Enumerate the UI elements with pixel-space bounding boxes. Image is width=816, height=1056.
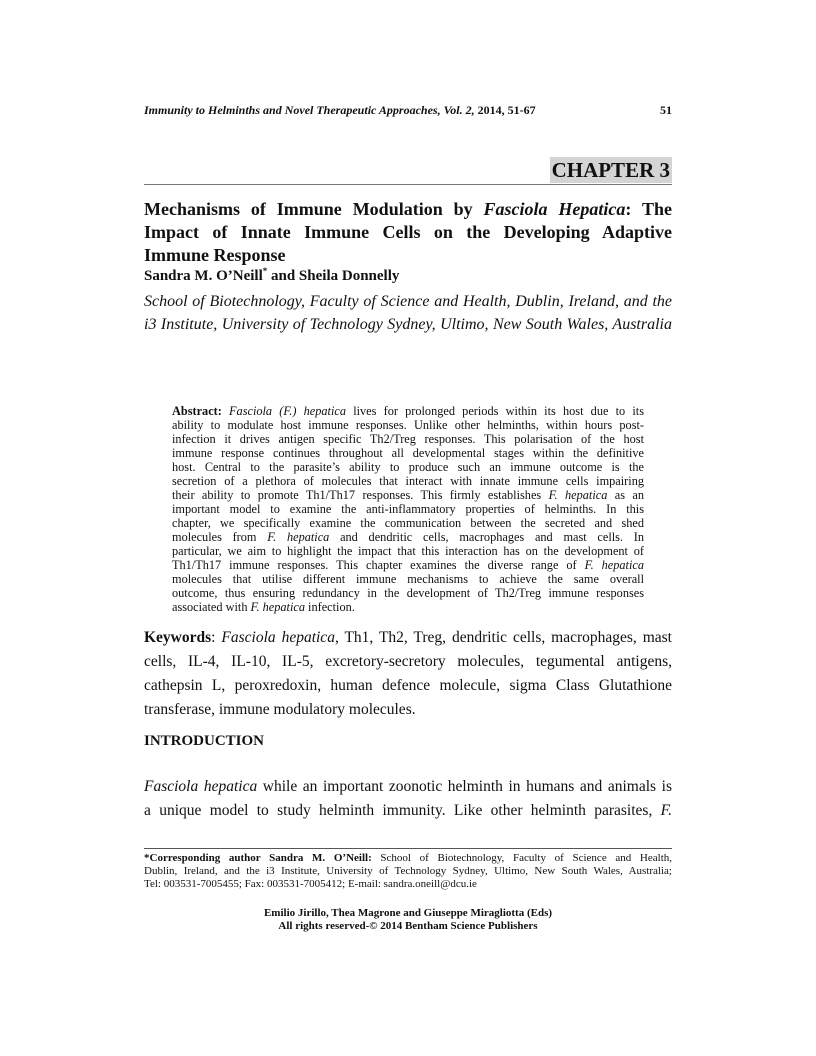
- text-line: [172, 474, 644, 488]
- text-span: and dendritic cells, macrophages and mast cells. In: [329, 530, 645, 544]
- text-line: [172, 586, 644, 600]
- text-span: Immune Response: [144, 245, 286, 265]
- bold-text: Abstract:: [172, 404, 230, 418]
- text-span: School of Biotechnology, Faculty of Science and Health, Dublin, Ireland, and the: [144, 293, 672, 310]
- text-span: molecules that utilise different immune mechanisms to achieve the same overall: [172, 572, 644, 586]
- text-span: molecules from: [172, 530, 268, 544]
- italic-text: F. hepatica: [584, 558, 644, 572]
- text-line: [144, 878, 672, 891]
- text-line: [144, 313, 672, 336]
- text-line: [172, 600, 644, 614]
- section-heading-introduction: INTRODUCTION: [144, 733, 265, 749]
- text-line: [172, 530, 644, 544]
- authors: [144, 266, 399, 285]
- text-span: important model to examine the anti-inflammatory properties of helminths. In this: [172, 502, 644, 516]
- text-span: their ability to promote Th1/Th17 responses. This firmly establishes: [172, 488, 549, 502]
- text-span: cathepsin L, peroxredoxin, human defence molecule, sigma Class Glutathione: [144, 677, 672, 694]
- bold-text: *Corresponding author Sandra M. O’Neill:: [144, 852, 372, 864]
- text-span: outcome, thus ensuring redundancy in the development of Th2/Treg immune responses: [172, 586, 644, 600]
- text-span: Tel: 003531-7005455; Fax: 003531-7005412; E-mail: sandra.oneill@dcu.ie: [144, 878, 477, 890]
- text-span: transferase, immune modulatory molecules.: [144, 701, 416, 718]
- text-line: [144, 799, 672, 823]
- text-line: [144, 650, 672, 674]
- text-line: [172, 516, 644, 530]
- text-span: Mechanisms of Immune Modulation by: [144, 199, 484, 219]
- text-line: [172, 558, 644, 572]
- bold-text: Keywords: [144, 629, 212, 646]
- italic-text: Fasciola hepatica: [144, 778, 258, 795]
- text-span: infection it drives antigen specific Th2/Treg responses. This polarisation of the host: [172, 432, 644, 446]
- text-line: [172, 404, 644, 418]
- text-line: [172, 460, 644, 474]
- text-line: [144, 852, 672, 865]
- text-span: particular, we aim to highlight the impact that this interaction has on the development of: [172, 544, 644, 558]
- italic-text: F. hepatica: [548, 488, 608, 502]
- text-line: [172, 418, 644, 432]
- text-line: [144, 907, 672, 920]
- text-span: secretion of a plethora of molecules that interact with innate immune cells impairing: [172, 474, 644, 488]
- text-span: associated with: [172, 600, 251, 614]
- introduction-paragraph: [144, 775, 672, 823]
- running-pages: 2014, 51-67: [474, 103, 536, 117]
- text-line: [172, 544, 644, 558]
- author-first: Sandra M. O’Neill: [144, 268, 263, 284]
- text-line: [172, 488, 644, 502]
- text-span: as an: [607, 488, 645, 502]
- text-line: [172, 502, 644, 516]
- text-span: All rights reserved-© 2014 Bentham Science Publishers: [278, 920, 538, 932]
- italic-text: F. hepatica: [267, 530, 330, 544]
- text-line: [144, 626, 672, 650]
- page-number: 51: [660, 103, 672, 117]
- text-span: i3 Institute, University of Technology Sydney, Ultimo, New South Wales, Australia: [144, 316, 672, 333]
- text-span: lives for prolonged periods within its host due to its: [346, 404, 644, 418]
- text-span: while an important zoonotic helminth in humans and animals is: [257, 778, 672, 795]
- affiliation: [144, 290, 672, 336]
- text-span: :: [211, 629, 222, 646]
- footnote-mark: *: [262, 266, 268, 276]
- running-header: [144, 103, 672, 118]
- italic-text: F.: [660, 802, 672, 819]
- text-line: [144, 244, 672, 267]
- text-line: [144, 674, 672, 698]
- text-span: cells, IL-4, IL-10, IL-5, excretory-secretory molecules, tegumental antigens,: [144, 653, 672, 670]
- editors-copyright: [144, 907, 672, 933]
- abstract: [172, 404, 644, 614]
- text-line: [172, 446, 644, 460]
- header-rule: [144, 184, 672, 185]
- text-line: [144, 865, 672, 878]
- text-line: [144, 290, 672, 313]
- text-span: host. Central to the parasite’s ability to produce such an immune outcome is the: [172, 460, 644, 474]
- italic-text: Fasciola hepatica: [221, 629, 335, 646]
- text-span: Dublin, Ireland, and the i3 Institute, University of Technology Sydney, Ultimo, New South Wales, Australia;: [144, 865, 672, 877]
- text-span: immune response continues throughout all developmental stages within the definitive: [172, 446, 644, 460]
- keywords: [144, 626, 672, 722]
- text-line: [172, 572, 644, 586]
- running-title: Immunity to Helminths and Novel Therapeutic Approaches, Vol. 2,: [144, 103, 475, 117]
- text-span: chapter, we specifically examine the communication between the secreted and shed: [172, 516, 644, 530]
- italic-text: F. hepatica: [250, 600, 305, 614]
- text-span: Th1/Th17 immune responses. This chapter examines the diverse range of: [172, 558, 585, 572]
- author-rest: and Sheila Donnelly: [267, 268, 400, 284]
- text-span: ability to modulate host immune responses. Unlike other helminths, within hours post-: [172, 418, 644, 432]
- text-span: : The: [625, 199, 672, 219]
- text-span: , Th1, Th2, Treg, dendritic cells, macrophages, mast: [334, 629, 672, 646]
- text-span: Emilio Jirillo, Thea Magrone and Giuseppe Miragliotta (Eds): [263, 907, 553, 919]
- text-span: School of Biotechnology, Faculty of Science and Health,: [371, 852, 673, 864]
- italic-text: Fasciola (F.) hepatica: [229, 404, 346, 418]
- footnote-rule: [144, 848, 672, 849]
- text-span: Impact of Innate Immune Cells on the Developing Adaptive: [144, 222, 672, 242]
- text-line: [144, 698, 672, 722]
- text-line: [144, 775, 672, 799]
- chapter-label: CHAPTER 3: [551, 158, 670, 182]
- text-line: [144, 221, 672, 244]
- italic-text: Fasciola Hepatica: [483, 199, 626, 219]
- text-span: a unique model to study helminth immunity. Like other helminth parasites,: [144, 802, 661, 819]
- text-line: [172, 432, 644, 446]
- footnote: [144, 852, 672, 891]
- chapter-title: [144, 198, 672, 267]
- text-line: [144, 920, 672, 933]
- text-line: [144, 198, 672, 221]
- text-span: infection.: [304, 600, 355, 614]
